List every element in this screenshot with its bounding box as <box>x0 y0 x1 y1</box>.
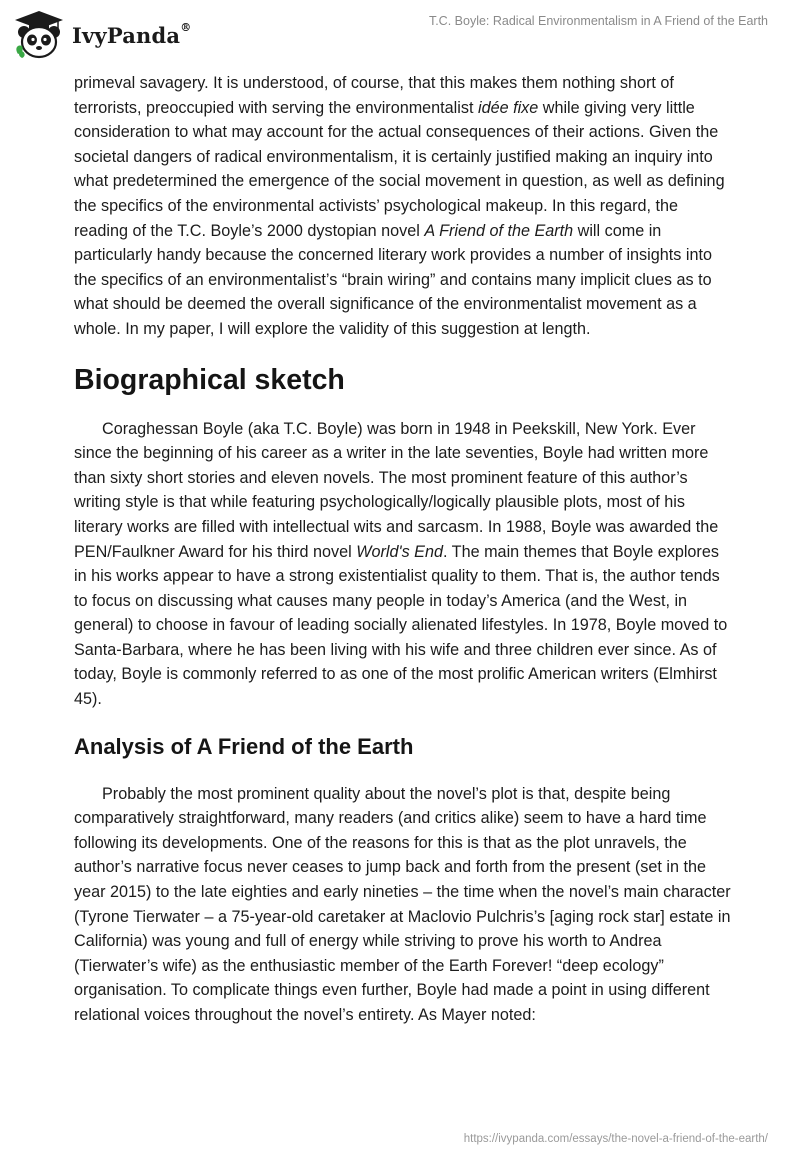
emphasis-idee-fixe: idée fixe <box>477 98 539 117</box>
essay-body <box>74 71 734 1028</box>
heading-biographical-sketch: Biographical sketch <box>74 363 345 396</box>
ivypanda-logo[interactable] <box>12 10 191 60</box>
intro-paragraph: primeval savagery. It is understood, of course, that this makes them nothing short of terrorists, preoccupied with serving the environmentalist idée fixe while giving very little consideration to what may account for the actual consequences of their actions. Given the societal dangers of radical environmentalism, it is certainly justified making an inquiry into what predetermined the emergence of the social movement in question, as well as defining the specifics of the environmental activists’ psychological makeup. In this regard, the reading of the T.C. Boyle’s 2000 dystopian novel A Friend of the Earth will come in particularly handy because the concerned literary work provides a number of insights into the specifics of an environmentalist’s “brain wiring” and contains many implicit clues as to what should be deemed the overall significance of the environmentalist movement as a whole. In my paper, I will explore the validity of this suggestion at length. <box>74 74 725 338</box>
analysis-paragraph: Probably the most prominent quality about the novel’s plot is that, despite being comparatively straightforward, many readers (and critics alike) seem to have a hard time following its developments. One of the reasons for this is that as the plot unravels, the author’s narrative focus never ceases to jump back and forth from the present (set in the year 2015) to the late eighties and early nineties – the time when the novel’s main character (Tyrone Tierwater – a 75-year-old caretaker at Maclovio Pulchris’s [aging rock star] estate in California) was young and full of energy while striving to prove his worth to Andrea (Tierwater’s wife) as the enthusiastic member of the Earth Forever! “deep ecology” organisation. To complicate things even further, Boyle had made a point in using different relational voices throughout the novel’s entirety. As Mayer noted: <box>74 784 731 1024</box>
emphasis-novel-title: A Friend of the Earth <box>424 221 574 240</box>
footer-url-link[interactable]: https://ivypanda.com/essays/the-novel-a-friend-of-the-earth/ <box>463 1133 768 1145</box>
heading-analysis: Analysis of A Friend of the Earth <box>74 733 414 759</box>
biography-paragraph: Coraghessan Boyle (aka T.C. Boyle) was born in 1948 in Peekskill, New York. Ever since the beginning of his career as a writer in the late seventies, Boyle had written more than sixty short stories and eleven novels. The most prominent feature of this author’s writing style is that while featuring psychologically/logically plausible plots, most of his literary works are filled with intellectual wits and sarcasm. In 1988, Boyle was awarded the PEN/Faulkner Award for his third novel World's End. The main themes that Boyle explores in his works appear to have a strong existentialist quality to them. That is, the author tends to focus on discussing what causes many people in today’s America (and the West, in general) to choose in favour of leading socially alienated lifestyles. In 1978, Boyle moved to Santa-Barbara, where he has been living with his wife and three children ever since. As of today, Boyle is commonly referred to as one of the most prolific American writers (Elmhirst 45). <box>74 419 728 709</box>
page-header <box>0 0 800 70</box>
document-title: T.C. Boyle: Radical Environmentalism in A Friend of the Earth <box>428 14 768 28</box>
emphasis-worlds-end: World's End <box>356 542 443 561</box>
panda-graduate-icon <box>12 10 66 60</box>
logo-wordmark: IvyPanda® <box>72 20 192 48</box>
